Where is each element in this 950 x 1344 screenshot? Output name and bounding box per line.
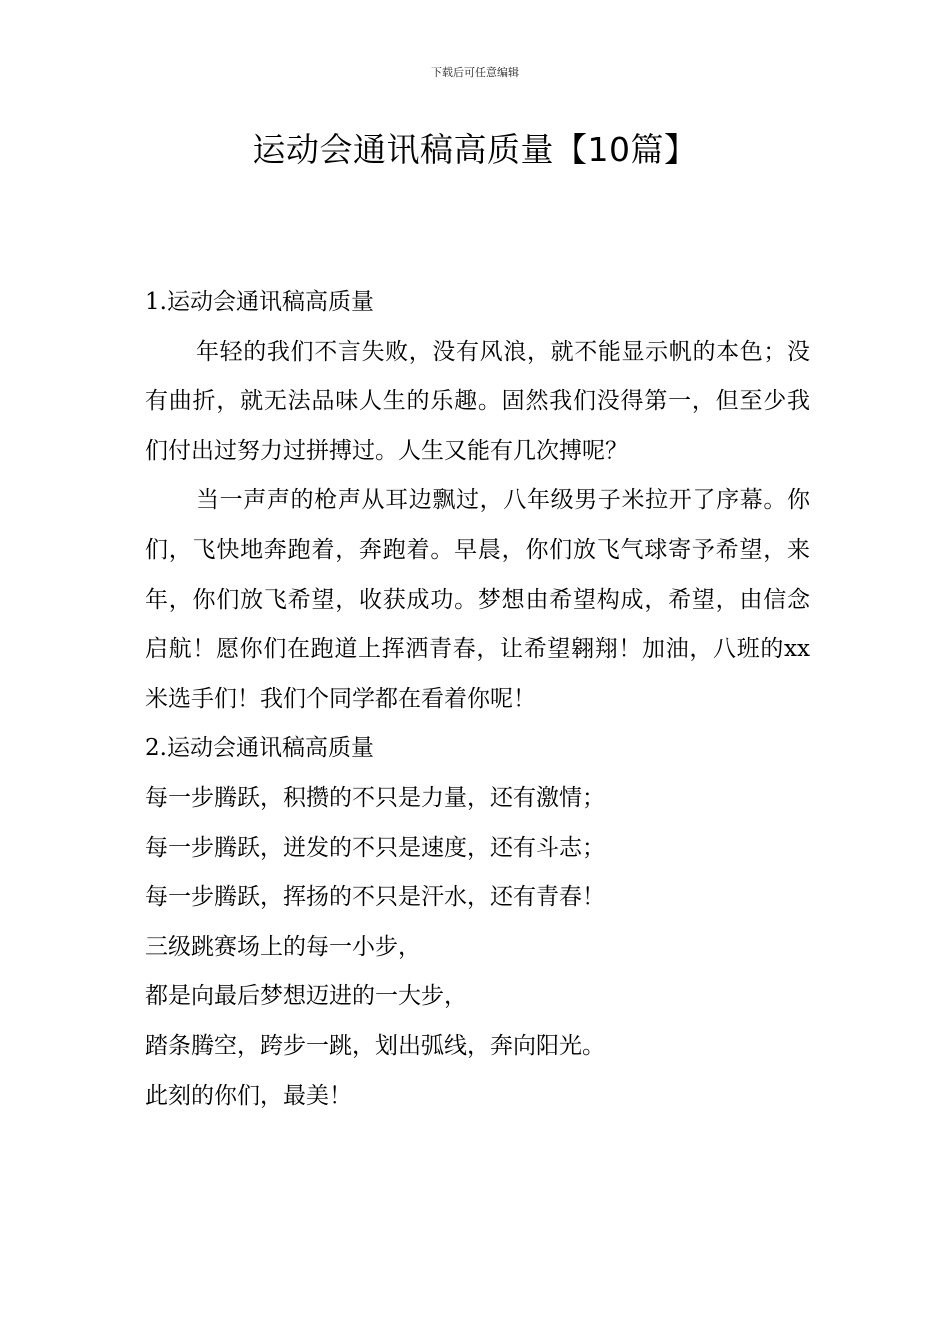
verse-line: 每一步腾跃，迸发的不只是速度，还有斗志； <box>145 834 605 861</box>
paragraph: 当一声声的枪声从耳边飘过，八年级男子米拉开了序幕。你们，飞快地奔跑着，奔跑着。早晨，你们放飞气球寄予希望，来年，你们放飞希望，收获成功。梦想由希望构成，希望，由信念启航！愿你们在跑道上挥洒青春，让希望翱翔！加油，八班的xx米选手们！我们个同学都在看着你呢！ <box>145 487 810 712</box>
verse-line: 踏条腾空，跨步一跳，划出弧线，奔向阳光。 <box>145 1032 605 1059</box>
document-title: 运动会通讯稿高质量【10篇】 <box>252 130 698 169</box>
verse-line: 都是向最后梦想迈进的一大步， <box>145 983 467 1010</box>
verse-line: 每一步腾跃，积攒的不只是力量，还有激情； <box>145 784 605 811</box>
verse-line: 三级跳赛场上的每一小步， <box>145 933 421 960</box>
verse-line: 此刻的你们，最美！ <box>145 1082 352 1109</box>
section-heading-1: 1.运动会通讯稿高质量 <box>145 289 374 315</box>
document-body <box>145 278 810 1121</box>
header-note: 下载后可任意编辑 <box>431 66 519 79</box>
section-heading-2: 2.运动会通讯稿高质量 <box>145 735 374 762</box>
verse-line: 每一步腾跃，挥扬的不只是汗水，还有青春！ <box>145 884 605 911</box>
paragraph: 年轻的我们不言失败，没有风浪，就不能显示帆的本色；没有曲折，就无法品味人生的乐趣。固然我们没得第一，但至少我们付出过努力过拼搏过。人生又能有几次搏呢？ <box>145 338 810 464</box>
